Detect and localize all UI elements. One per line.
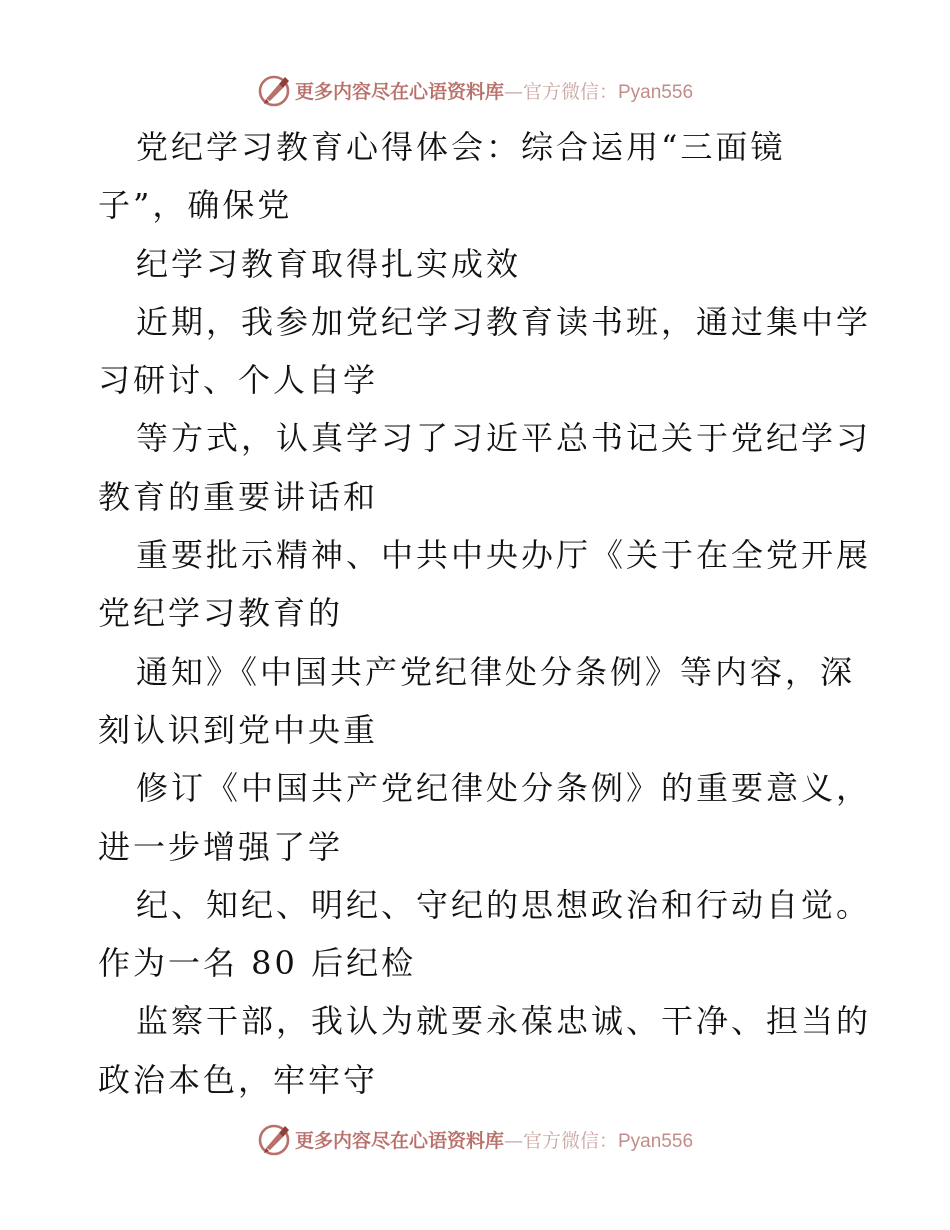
text-line: 习研讨、个人自学 — [98, 361, 379, 400]
text-line: 党纪学习教育心得体会：综合运用“三面镜 — [136, 128, 786, 166]
text-line: 刻认识到党中央重 — [98, 710, 379, 749]
pen-logo-icon — [257, 1121, 293, 1157]
watermark-text — [295, 1126, 693, 1153]
watermark-dash: — — [503, 1129, 523, 1152]
text-line: 纪、知纪、明纪、守纪的思想政治和行动自觉。 — [136, 885, 872, 924]
text-line: 重要批示精神、中共中央办厅《关于在全党开展 — [136, 536, 872, 575]
watermark-id: Pyan556 — [618, 81, 694, 103]
text-line: 教育的重要讲话和 — [98, 477, 379, 516]
text-line: 进一步增强了学 — [98, 827, 344, 866]
text-line: 监察干部，我认为就要永葆忠诚、干净、担当的 — [136, 1002, 872, 1041]
watermark-id: Pyan556 — [618, 1130, 694, 1152]
watermark-main: 更多内容尽在心语资料库 — [294, 80, 504, 103]
watermark-main: 更多内容尽在心语资料库 — [294, 1129, 504, 1152]
text-line: 修订《中国共产党纪律处分条例》的重要意义， — [136, 769, 872, 808]
watermark-official: 官方微信： — [522, 1129, 618, 1152]
text-line: 纪学习教育取得扎实成效 — [136, 244, 522, 283]
footer-watermark — [0, 1121, 950, 1157]
header-watermark — [0, 72, 950, 108]
document-body — [98, 118, 872, 1109]
watermark-dash: — — [503, 80, 523, 103]
text-line: 政治本色，牢牢守 — [98, 1060, 379, 1099]
text-line: 通知》《中国共产党纪律处分条例》等内容，深 — [136, 652, 856, 691]
text-line: 党纪学习教育的 — [98, 594, 344, 633]
watermark-official: 官方微信： — [522, 80, 618, 103]
watermark-text — [295, 77, 693, 104]
text-line: 近期，我参加党纪学习教育读书班，通过集中学 — [136, 302, 872, 341]
pen-logo-icon — [257, 72, 293, 108]
text-line: 等方式，认真学习了习近平总书记关于党纪学习 — [136, 419, 872, 458]
text-line: 子”，确保党 — [98, 186, 293, 225]
text-line: 作为一名 80 后纪检 — [98, 944, 417, 983]
